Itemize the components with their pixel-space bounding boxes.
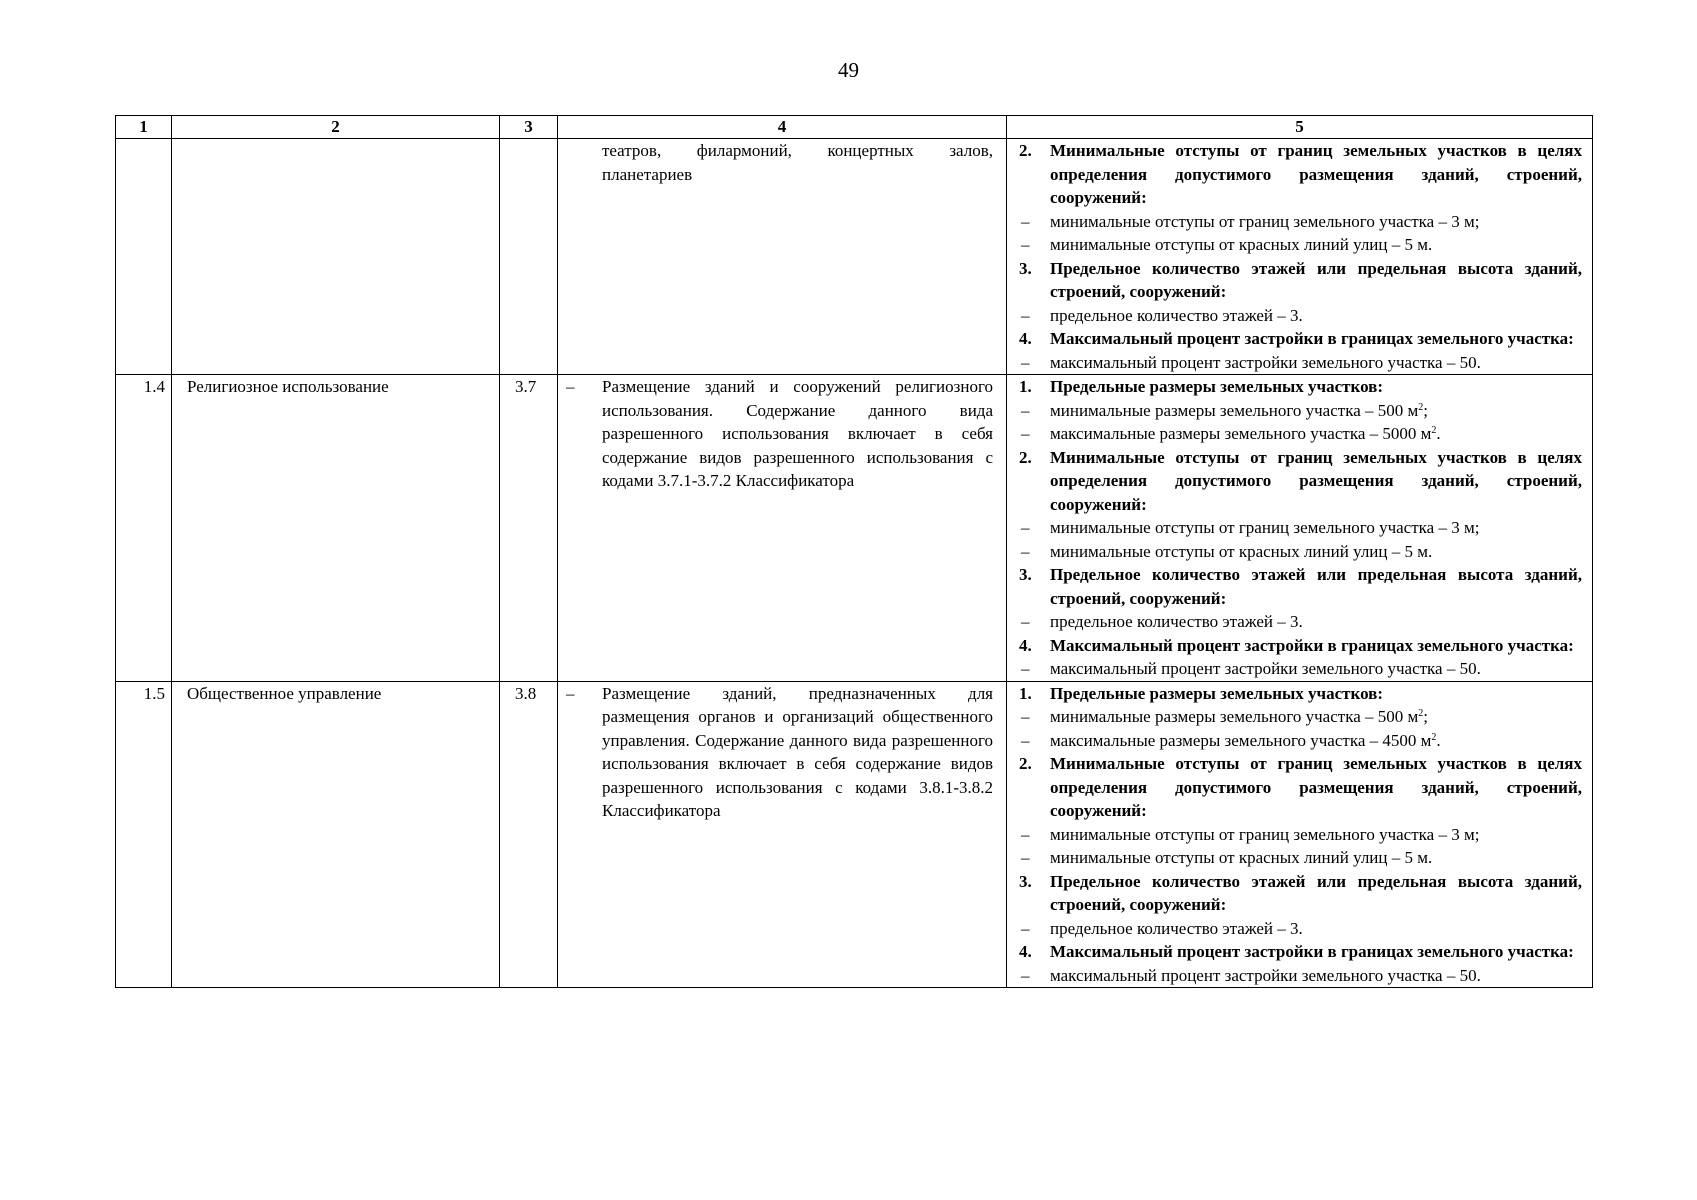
item-dash: –: [1021, 965, 1030, 985]
parameter-heading: [1007, 257, 1582, 304]
parameter-item-text: предельное количество этажей – 3.: [1050, 305, 1303, 325]
parameter-item-text: максимальный процент застройки земельного участка – 50.: [1050, 659, 1481, 678]
use-type-name: [172, 139, 500, 375]
parameter-heading: [1007, 752, 1582, 823]
parameter-heading-text: Предельное количество этажей или предельная высота зданий, строений, сооружений:: [1050, 565, 1582, 608]
parameters-cell: [1007, 139, 1593, 375]
parameter-item-text: минимальные отступы от красных линий улиц – 5 м.: [1050, 541, 1433, 561]
item-punctuation: .: [1436, 424, 1441, 443]
use-type-name: Религиозное использование: [172, 375, 500, 682]
item-dash: –: [1021, 730, 1030, 750]
item-dash: –: [1021, 352, 1030, 372]
item-dash: –: [1021, 518, 1030, 537]
parameter-number: 4.: [1019, 942, 1032, 961]
parameter-heading: [1007, 139, 1582, 210]
table-row: [116, 375, 1593, 682]
parameter-number: 4.: [1019, 329, 1032, 348]
parameter-item-text: минимальные отступы от красных линий улиц – 5 м.: [1050, 848, 1433, 867]
use-type-name: Общественное управление: [172, 681, 500, 988]
parameter-item: [1007, 233, 1582, 257]
item-dash: –: [1021, 824, 1030, 844]
parameter-number: 3.: [1019, 258, 1032, 278]
item-dash: –: [1021, 707, 1030, 726]
parameter-item-text: максимальные размеры земельного участка – 5000 м: [1050, 424, 1432, 443]
parameter-heading-text: Минимальные отступы от границ земельных участков в целях определения допустимого размещения зданий, строений, сооружений:: [1050, 754, 1582, 820]
parameter-number: 1.: [1019, 377, 1032, 396]
item-dash: –: [1021, 918, 1030, 938]
parameter-item: [1007, 610, 1582, 634]
row-number: [116, 139, 172, 375]
description-dash: –: [566, 377, 575, 396]
parameter-item-text: максимальные размеры земельного участка – 4500 м: [1050, 730, 1432, 750]
parameter-item-text: предельное количество этажей – 3.: [1050, 918, 1303, 938]
parameter-item: [1007, 304, 1582, 328]
parameters-cell: [1007, 375, 1593, 682]
parameter-heading-text: Максимальный процент застройки в границах земельного участка:: [1050, 942, 1574, 961]
unit-superscript: 2: [1418, 401, 1424, 413]
row-number: 1.4: [116, 375, 172, 682]
parameters-cell: [1007, 681, 1593, 988]
parameter-heading-text: Минимальные отступы от границ земельных участков в целях определения допустимого размещения зданий, строений, сооружений:: [1050, 141, 1582, 207]
row-number: 1.5: [116, 681, 172, 988]
item-punctuation: ;: [1423, 400, 1428, 420]
parameter-number: 2.: [1019, 141, 1032, 160]
parameter-item: [1007, 705, 1582, 729]
parameter-item-text: максимальный процент застройки земельного участка – 50.: [1050, 352, 1481, 372]
description-dash: –: [566, 683, 575, 703]
parameter-item-text: минимальные размеры земельного участка – 500 м: [1050, 707, 1419, 726]
header-row: [116, 116, 1593, 139]
parameter-item-text: предельное количество этажей – 3.: [1050, 612, 1303, 631]
parameter-number: 2.: [1019, 754, 1032, 773]
parameter-item: [1007, 657, 1582, 681]
parameter-item-text: минимальные отступы от границ земельного участка – 3 м;: [1050, 824, 1480, 844]
parameter-heading-text: Предельное количество этажей или предельная высота зданий, строений, сооружений:: [1050, 871, 1582, 914]
parameter-item: [1007, 917, 1582, 941]
parameter-number: 1.: [1019, 683, 1032, 703]
parameter-item-text: минимальные размеры земельного участка – 500 м: [1050, 400, 1419, 420]
parameter-heading: [1007, 870, 1582, 917]
parameter-heading: [1007, 682, 1582, 706]
item-dash: –: [1021, 612, 1030, 631]
parameter-number: 3.: [1019, 565, 1032, 584]
item-dash: –: [1021, 235, 1030, 254]
parameter-item: [1007, 351, 1582, 375]
item-dash: –: [1021, 541, 1030, 561]
parameter-heading-text: Предельные размеры земельных участков:: [1050, 683, 1384, 703]
use-description-cell: [558, 375, 1007, 682]
parameter-number: 3.: [1019, 871, 1032, 891]
parameter-heading-text: Предельное количество этажей или предельная высота зданий, строений, сооружений:: [1050, 258, 1582, 301]
item-dash: –: [1021, 211, 1030, 231]
parameter-item: [1007, 729, 1582, 753]
classifier-code: 3.8: [500, 681, 558, 988]
parameter-item-text: максимальный процент застройки земельного участка – 50.: [1050, 965, 1481, 985]
item-dash: –: [1021, 305, 1030, 325]
table-row: [116, 681, 1593, 988]
item-dash: –: [1021, 848, 1030, 867]
parameter-heading: [1007, 327, 1582, 351]
unit-superscript: 2: [1418, 708, 1424, 719]
parameter-heading-text: Максимальный процент застройки в границах земельного участка:: [1050, 635, 1574, 655]
parameter-item-text: минимальные отступы от границ земельного участка – 3 м;: [1050, 211, 1480, 231]
classifier-code: [500, 139, 558, 375]
parameter-item: [1007, 823, 1582, 847]
parameter-heading: [1007, 940, 1582, 964]
use-description-cell: [558, 139, 1007, 375]
use-description-cell: [558, 681, 1007, 988]
parameter-heading-text: Минимальные отступы от границ земельных участков в целях определения допустимого размещения зданий, строений, сооружений:: [1050, 447, 1582, 514]
header-col-1: 1: [116, 116, 172, 139]
parameter-heading-text: Предельные размеры земельных участков:: [1050, 377, 1384, 396]
parameter-heading: [1007, 375, 1582, 399]
parameter-item: [1007, 516, 1582, 540]
parameter-heading: [1007, 634, 1582, 658]
classifier-code: 3.7: [500, 375, 558, 682]
item-dash: –: [1021, 424, 1030, 443]
use-description: театров, филармоний, концертных залов, планетариев: [602, 141, 993, 184]
parameter-item: [1007, 540, 1582, 564]
page-number: 49: [838, 58, 859, 82]
regulations-table: [115, 115, 1593, 988]
header-col-3: 3: [500, 116, 558, 139]
parameter-item: [1007, 422, 1582, 446]
item-dash: –: [1021, 659, 1030, 678]
item-punctuation: .: [1436, 730, 1441, 750]
use-description: Размещение зданий и сооружений религиозного использования. Содержание данного вида разрешенного использования включает в себя содержание видов разрешенного использования с кодами 3.7.1-3.7.2 Классификатора: [602, 377, 993, 490]
parameter-number: 4.: [1019, 635, 1032, 655]
header-col-2: 2: [172, 116, 500, 139]
parameter-heading: [1007, 563, 1582, 610]
item-punctuation: ;: [1423, 707, 1428, 726]
parameter-item: [1007, 964, 1582, 988]
parameter-item: [1007, 846, 1582, 870]
header-col-5: 5: [1007, 116, 1593, 139]
header-col-4: 4: [558, 116, 1007, 139]
parameter-item-text: минимальные отступы от границ земельного участка – 3 м;: [1050, 518, 1480, 537]
parameter-item: [1007, 210, 1582, 234]
unit-superscript: 2: [1431, 731, 1437, 743]
table-row: [116, 139, 1593, 375]
parameter-heading: [1007, 446, 1582, 517]
parameter-heading-text: Максимальный процент застройки в границах земельного участка:: [1050, 329, 1574, 348]
unit-superscript: 2: [1431, 425, 1437, 436]
item-dash: –: [1021, 400, 1030, 420]
parameter-item-text: минимальные отступы от красных линий улиц – 5 м.: [1050, 235, 1433, 254]
parameter-number: 2.: [1019, 447, 1032, 467]
parameter-item: [1007, 399, 1582, 423]
use-description: Размещение зданий, предназначенных для размещения органов и организаций общественного управления. Содержание данного вида разрешенного использования включает в себя содержание видов разрешенного использования с кодами 3.8.1-3.8.2 Классификатора: [602, 683, 993, 820]
